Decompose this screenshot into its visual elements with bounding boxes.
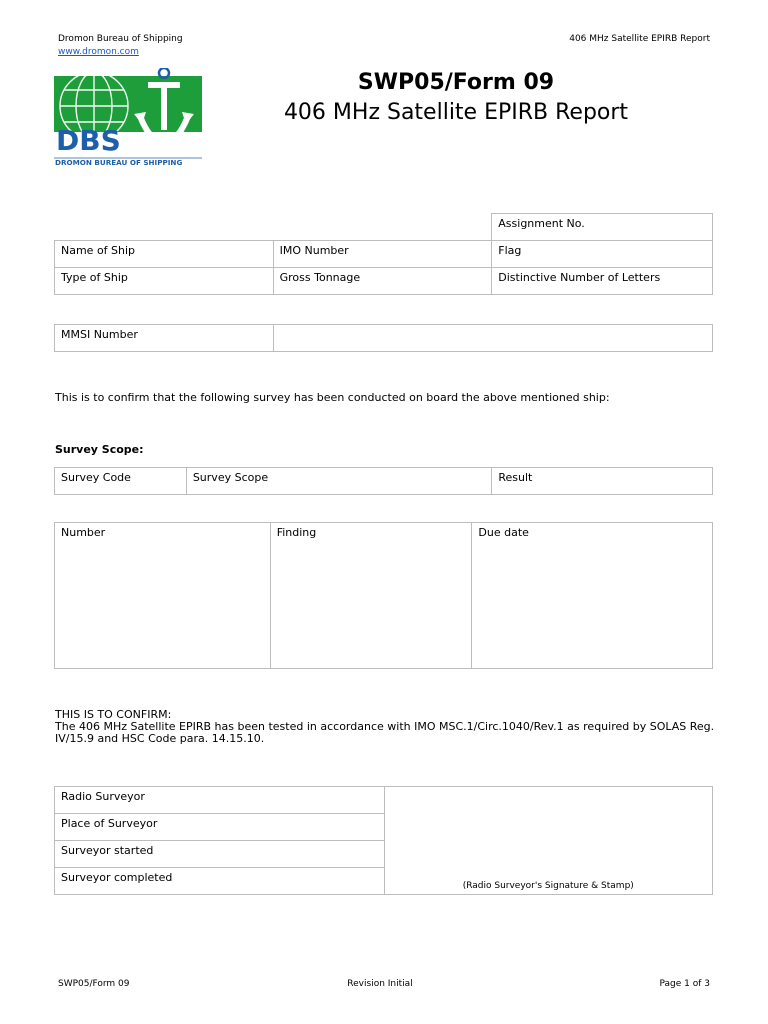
flag-field[interactable]: Flag xyxy=(492,241,713,268)
due-date-column[interactable]: Due date xyxy=(472,523,713,669)
name-of-ship-field[interactable]: Name of Ship xyxy=(55,241,274,268)
footer-form-code: SWP05/Form 09 xyxy=(58,979,130,989)
empty-cell xyxy=(273,214,492,241)
empty-cell xyxy=(55,214,274,241)
footer-revision: Revision Initial xyxy=(347,979,413,989)
surveyor-table xyxy=(54,786,713,895)
dbs-logo xyxy=(54,68,202,168)
svg-text:DBS: DBS xyxy=(56,124,121,157)
survey-scope-heading: Survey Scope: xyxy=(55,443,144,456)
result-header: Result xyxy=(492,468,713,495)
ship-particulars-table xyxy=(54,213,713,295)
finding-column[interactable]: Finding xyxy=(270,523,472,669)
confirm-body: The 406 MHz Satellite EPIRB has been tested in accordance with IMO MSC.1/Circ.1040/Rev.1 as required by SOLAS Reg. IV/15.9 and HSC Code para. 14.15.10. xyxy=(55,720,715,745)
header-doc-title: 406 MHz Satellite EPIRB Report xyxy=(569,34,710,44)
confirm-heading: THIS IS TO CONFIRM: xyxy=(55,708,172,721)
gross-tonnage-field[interactable]: Gross Tonnage xyxy=(273,268,492,295)
signature-stamp-box[interactable] xyxy=(384,787,713,895)
number-column[interactable]: Number xyxy=(55,523,271,669)
radio-surveyor-field[interactable]: Radio Surveyor xyxy=(55,787,385,814)
surveyor-completed-field[interactable]: Surveyor completed xyxy=(55,868,385,895)
header-org-name: Dromon Bureau of Shipping xyxy=(58,34,183,44)
epirb-confirmation-block xyxy=(55,709,715,745)
mmsi-value-field[interactable] xyxy=(273,325,712,352)
header-website-link[interactable]: www.dromon.com xyxy=(58,47,139,57)
confirmation-statement: This is to confirm that the following survey has been conducted on board the above mentioned ship: xyxy=(55,391,610,404)
surveyor-started-field[interactable]: Surveyor started xyxy=(55,841,385,868)
imo-number-field[interactable]: IMO Number xyxy=(273,241,492,268)
survey-code-header: Survey Code xyxy=(55,468,187,495)
footer-page-number: Page 1 of 3 xyxy=(659,979,710,989)
signature-caption: (Radio Surveyor's Signature & Stamp) xyxy=(462,881,634,891)
survey-scope-table xyxy=(54,467,713,495)
dbs-logo-graphic xyxy=(54,68,202,168)
findings-table xyxy=(54,522,713,669)
mmsi-table xyxy=(54,324,713,352)
type-of-ship-field[interactable]: Type of Ship xyxy=(55,268,274,295)
distinctive-letters-field[interactable]: Distinctive Number of Letters xyxy=(492,268,713,295)
form-code-title: SWP05/Form 09 xyxy=(357,70,555,95)
mmsi-label: MMSI Number xyxy=(55,325,274,352)
assignment-no-field[interactable]: Assignment No. xyxy=(492,214,713,241)
form-name-title: 406 MHz Satellite EPIRB Report xyxy=(283,100,629,125)
place-of-surveyor-field[interactable]: Place of Surveyor xyxy=(55,814,385,841)
survey-scope-header: Survey Scope xyxy=(186,468,492,495)
svg-text:DROMON BUREAU OF SHIPPING: DROMON BUREAU OF SHIPPING xyxy=(55,158,183,167)
